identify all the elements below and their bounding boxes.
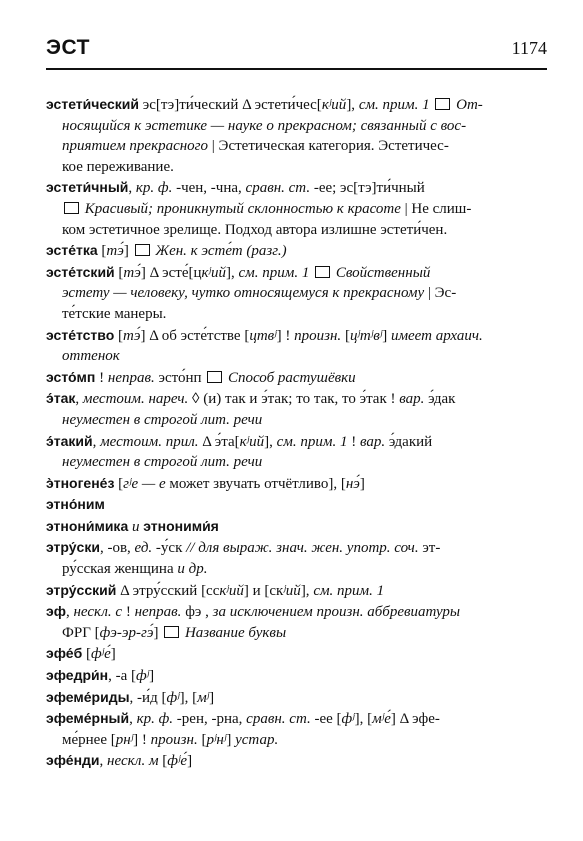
entry-text: ], (264, 433, 277, 450)
entry-text: ] Δ эфе- (390, 711, 440, 728)
italic-note: неуместен в строгой лит. речи (62, 454, 263, 471)
italic-note: устар. (235, 731, 279, 748)
italic-note: оттенок (62, 348, 120, 365)
entry-first-line (46, 325, 546, 347)
headword: эсте́тка (46, 242, 98, 259)
entry-first-line (46, 473, 546, 495)
italic-note: кр. ф. (136, 711, 174, 728)
italic-note: произн. (294, 327, 342, 344)
italic-note: цтвʲ (249, 327, 277, 344)
dictionary-entry (46, 665, 546, 687)
dictionary-entry (46, 708, 546, 750)
italic-note: цʲтʲвʲ (349, 327, 383, 344)
italic-note: тэ́ (123, 264, 141, 281)
dictionary-entry (46, 516, 546, 538)
entry-text: , (92, 433, 101, 450)
italic-note: Свойственный (332, 264, 431, 281)
entry-text: ] ! (276, 327, 295, 344)
italic-note: за исключением произн. аббревиатуры (212, 604, 461, 621)
italic-note: тэ́ (106, 243, 124, 260)
dictionary-entry (46, 643, 546, 665)
entry-text: ], [ (179, 689, 198, 706)
entry-text: [ (197, 731, 207, 748)
italic-note: Жен. к эсте́т (разг.) (151, 243, 287, 260)
entry-text: э́дакий (385, 433, 433, 450)
entry-first-line (46, 494, 546, 516)
italic-note: От- (452, 97, 483, 113)
italic-note: неуместен в строгой лит. речи (62, 411, 263, 428)
italic-note: местоим. прил. (100, 433, 199, 450)
italic-note: неправ. (107, 369, 155, 386)
dictionary-entry (46, 580, 546, 602)
italic-note: произн. (150, 731, 198, 748)
headword: эфедри́н (46, 667, 109, 684)
entry-text: Δ э́та[ (198, 433, 240, 450)
italic-note: рнʲ (115, 731, 134, 748)
entry-text: , (99, 753, 108, 770)
entry-text (309, 265, 313, 281)
entry-first-line (46, 367, 546, 389)
entry-text: ] (187, 753, 193, 770)
entry-text: [ (114, 327, 124, 344)
entry-text: ФРГ [ (62, 624, 100, 641)
definition-box-icon (135, 244, 150, 256)
italic-note: фʲ (136, 668, 150, 685)
italic-note: см. прим. 1 (276, 433, 348, 450)
entry-text: -у́ск (152, 540, 187, 557)
italic-note: вар. (399, 391, 425, 408)
headword: э́так (46, 390, 76, 407)
entry-text: [ (114, 264, 124, 281)
dictionary-entry (46, 388, 546, 430)
italic-note: тэ́ (123, 327, 141, 344)
italic-note: кʲий (239, 433, 265, 450)
dictionary-entry (46, 601, 546, 643)
dictionary-entry (46, 177, 546, 240)
headword: эсте́тство (46, 326, 115, 343)
dictionary-entry (46, 240, 546, 262)
italic-note: и (131, 518, 140, 535)
entry-text: ком эстетичное зрелище. Подход автора излишне эстети́чен. (62, 221, 448, 238)
entry-text: Δ этру́сский [сс (116, 582, 220, 599)
dictionary-entries (46, 94, 546, 772)
entry-text: те́тские манеры. (62, 305, 167, 322)
italic-note: фʲе́ (167, 753, 188, 770)
headword: э̀тногене́з (46, 474, 115, 491)
entry-first-line (46, 580, 546, 602)
entry-text: ! (347, 433, 360, 450)
headword: эстети́чный (46, 179, 129, 196)
definition-box-icon (64, 202, 79, 214)
entry-first-line (46, 177, 546, 199)
italic-note: см. прим. 1 (313, 582, 385, 599)
italic-note: имеет архаич. (390, 327, 483, 344)
dictionary-entry (46, 750, 546, 772)
entry-text: [ (341, 327, 350, 344)
entry-continuation-line (46, 304, 546, 325)
italic-note: сравн. ст. (245, 180, 311, 197)
italic-note: мʲ (197, 689, 210, 706)
entry-first-line (46, 665, 546, 687)
entry-text: -рен, -рна, (173, 711, 247, 728)
headword: эсте́тский (46, 263, 115, 280)
headword: эстети́ческий (46, 96, 139, 112)
entry-continuation-line (46, 346, 546, 367)
italic-note: Способ растушёвки (224, 369, 356, 386)
definition-box-icon (164, 626, 179, 638)
entry-text: эсто́нп (154, 369, 206, 386)
entry-text: -ее [ (310, 711, 342, 728)
italic-note: фʲ (166, 689, 180, 706)
entry-text: | Эстетическая категория. Эстетичес- (208, 138, 449, 155)
italic-note: сравн. ст. (246, 711, 311, 728)
italic-note: вар. (359, 433, 386, 450)
entry-text: ◊ (и) так и э́так; то так, то э́так ! (188, 391, 400, 408)
headword: этнони́мика (46, 517, 129, 534)
entry-continuation-line (46, 623, 546, 644)
headword: этно́ним (46, 496, 105, 513)
running-head: ЭСТ (46, 36, 90, 59)
entry-continuation-line (46, 559, 546, 580)
entry-text: [ (114, 475, 124, 492)
italic-note: фэ-эр-гэ́ (99, 624, 154, 641)
entry-text: ] (110, 646, 116, 663)
entry-text: [ (82, 646, 91, 663)
entry-text: ру́сская женщина (62, 561, 178, 578)
italic-note: кр. ф. (135, 180, 173, 197)
entry-first-line (46, 516, 546, 538)
entry-text: эс[тэ]ти́ческий Δ эстети́чес[ (139, 97, 322, 113)
italic-note: неправ. (134, 604, 182, 621)
entry-first-line (46, 262, 546, 284)
italic-note: Красивый; проникнутый склонностью к красоте (81, 200, 401, 217)
entry-text: ] Δ эсте́[ц (140, 264, 202, 281)
entry-first-line (46, 240, 546, 262)
italic-note: кʲий (321, 97, 347, 113)
entry-continuation-line (46, 116, 546, 137)
headword: эфеме́риды (46, 688, 130, 705)
definition-box-icon (435, 98, 450, 110)
entry-continuation-line (46, 220, 546, 241)
italic-note: местоим. нареч. (82, 391, 189, 408)
entry-text: ! (122, 604, 135, 621)
entry-text: может звучать отчётливо], [ (165, 475, 346, 492)
italic-note: рʲнʲ (206, 731, 227, 748)
entry-first-line (46, 94, 546, 116)
entry-text: ], (226, 264, 239, 281)
entry-text: -ее; эс[тэ]ти́чный (310, 180, 425, 197)
entry-first-line (46, 537, 546, 559)
dictionary-entry (46, 494, 546, 516)
entry-text: , -а [ (108, 668, 136, 685)
headword: эфе́б (46, 645, 83, 662)
entry-text: ] (359, 475, 365, 492)
italic-note: см. прим. 1 (358, 97, 430, 113)
dictionary-entry (46, 367, 546, 389)
entry-text: ] и [ск (243, 582, 284, 599)
entry-text: ] Δ об эсте́тстве [ (140, 327, 250, 344)
entry-continuation-line (46, 730, 546, 751)
italic-note: нескл. с (73, 604, 123, 621)
entry-text: ] (382, 327, 391, 344)
headword: эфе́нди (46, 752, 100, 769)
italic-note: гʲе — е (123, 475, 166, 492)
entry-text: ], (300, 582, 314, 599)
entry-text: ! (95, 369, 108, 386)
italic-note: ʲий (283, 582, 301, 599)
entry-text: ] (123, 243, 133, 260)
entry-text (430, 97, 434, 113)
italic-note: носящийся к эстетике — науке о прекрасном; связанный с вос- (62, 117, 467, 134)
dictionary-entry (46, 687, 546, 709)
entry-continuation-line (46, 452, 546, 473)
italic-note: фʲ (341, 711, 355, 728)
italic-note: Название буквы (181, 624, 287, 641)
entry-text: , (128, 180, 136, 197)
headword: эсто́мп (46, 368, 96, 385)
italic-note: кʲий (201, 264, 227, 281)
dictionary-entry (46, 325, 546, 367)
entry-text: , -и́д [ (129, 689, 167, 706)
entry-first-line (46, 643, 546, 665)
italic-note: ед. (134, 540, 153, 557)
italic-note: см. прим. 1 (238, 264, 310, 281)
entry-first-line (46, 431, 546, 453)
entry-text: ] (153, 624, 163, 641)
entry-text: , (129, 711, 137, 728)
entry-text: фэ , (181, 604, 213, 621)
headword: эф (46, 603, 66, 620)
entry-text: -чен, -чна, (172, 180, 246, 197)
italic-note: приятием прекрасного (62, 138, 209, 155)
italic-note: эстету — человеку, чутко относящемуся к прекрасному (62, 285, 425, 302)
entry-text: ] (209, 689, 215, 706)
italic-note: // для выраж. знач. жен. употр. соч. (186, 540, 419, 557)
header-rule (46, 68, 547, 70)
italic-note: нэ́ (345, 475, 360, 492)
page-number: 1174 (511, 38, 547, 58)
entry-first-line (46, 708, 546, 730)
italic-note: мʲе́ (372, 711, 391, 728)
entry-text: ] (226, 731, 236, 748)
headword: э́такий (46, 432, 93, 449)
dictionary-entry (46, 431, 546, 473)
headword: этноними́я (143, 517, 219, 534)
entry-first-line (46, 601, 546, 623)
entry-text: ] (149, 668, 155, 685)
entry-first-line (46, 750, 546, 772)
entry-text: | Не слиш- (400, 200, 472, 217)
entry-text: ], (346, 97, 359, 113)
headword: эфеме́рный (46, 710, 130, 727)
entry-first-line (46, 388, 546, 410)
entry-continuation-line (46, 283, 546, 304)
definition-box-icon (315, 266, 330, 278)
definition-box-icon (207, 371, 222, 383)
entry-text: | Эс- (424, 285, 457, 302)
entry-continuation-line (46, 199, 546, 220)
dictionary-entry (46, 473, 546, 495)
entry-text: [ (97, 243, 107, 260)
entry-text: , -ов, (99, 540, 135, 557)
entry-continuation-line (46, 410, 546, 431)
page-header (46, 36, 547, 66)
entry-text: эт- (418, 540, 441, 557)
entry-text: кое переживание. (62, 158, 174, 175)
entry-text: , (75, 391, 83, 408)
entry-text: , (65, 604, 74, 621)
italic-note: и др. (177, 561, 208, 578)
italic-note: фʲе́ (90, 646, 111, 663)
dictionary-entry (46, 537, 546, 579)
entry-text: ] ! (133, 731, 151, 748)
headword: этру́сский (46, 581, 117, 598)
entry-text: э́дак (424, 391, 456, 408)
entry-text: [ (158, 753, 168, 770)
headword: этру́ски (46, 539, 100, 556)
italic-note: кʲий (219, 582, 244, 599)
entry-text: ], [ (354, 711, 373, 728)
entry-continuation-line (46, 136, 546, 157)
dictionary-entry (46, 94, 546, 177)
entry-text: ме́рнее [ (62, 731, 116, 748)
italic-note: нескл. м (107, 753, 159, 770)
entry-continuation-line (46, 157, 546, 178)
dictionary-entry (46, 262, 546, 325)
entry-first-line (46, 687, 546, 709)
